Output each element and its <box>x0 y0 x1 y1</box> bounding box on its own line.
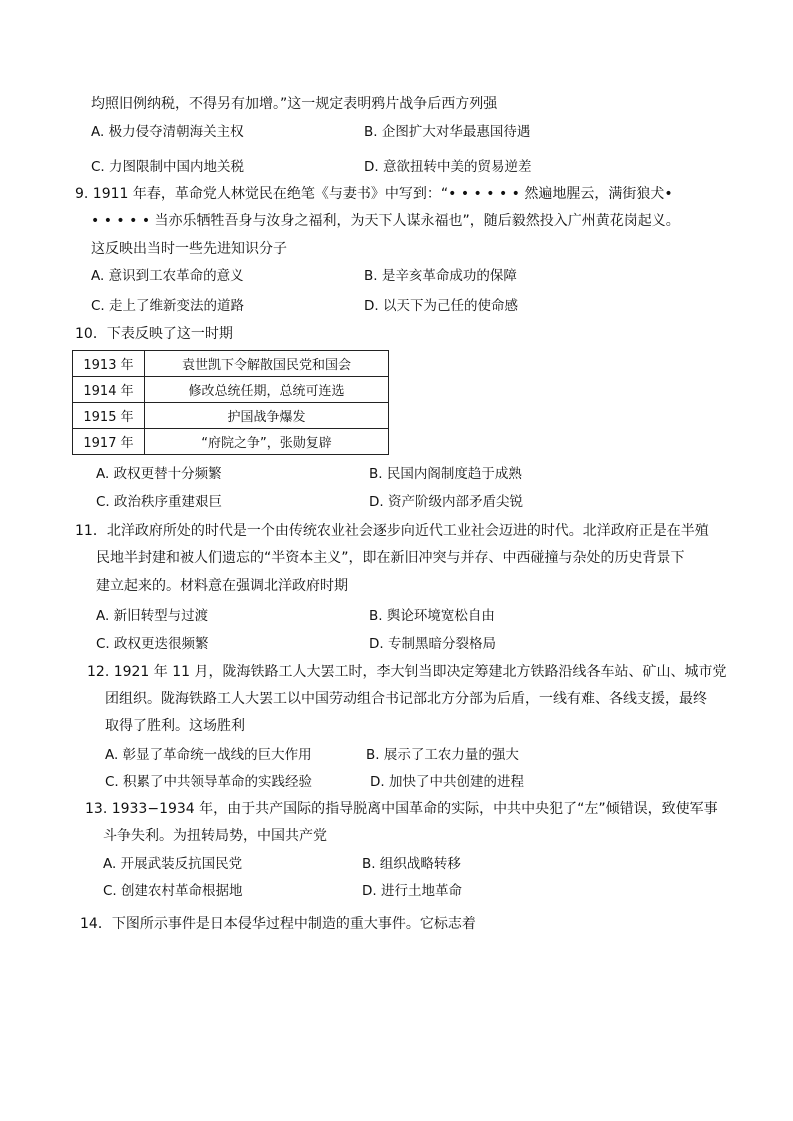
q12-option-c[interactable]: C. 积累了中共领导革命的实践经验 <box>105 774 313 790</box>
table-year-cell: 1914 年 <box>73 377 145 403</box>
q10-stem: 10．下表反映了这一时期 <box>75 326 233 342</box>
q11-stem-line-1: 11．北洋政府所处的时代是一个由传统农业社会逐步向近代工业社会迈进的时代。北洋政府正是在半殖 <box>75 523 709 539</box>
table-event-cell: 护国战争爆发 <box>145 403 389 429</box>
q9-stem-line-2: • • • • • 当亦乐牺牲吾身与汝身之福利，为天下人谋永福也”，随后毅然投入广州黄花岗起义。 <box>91 213 680 229</box>
q13-option-a[interactable]: A. 开展武装反抗国民党 <box>103 856 243 872</box>
table-row <box>73 377 389 403</box>
q12-stem-line-1: 12. 1921 年 11 月，陇海铁路工人大罢工时，李大钊当即决定筹建北方铁路沿线各车站、矿山、城市党 <box>87 664 727 680</box>
q12-option-b[interactable]: B. 展示了工农力量的强大 <box>366 747 519 763</box>
table-row <box>73 403 389 429</box>
q14-stem: 14．下图所示事件是日本侵华过程中制造的重大事件。它标志着 <box>80 916 476 932</box>
q8-option-a[interactable]: A. 极力侵夺清朝海关主权 <box>91 124 244 140</box>
table-year-cell: 1913 年 <box>73 351 145 377</box>
table-event-cell: 修改总统任期，总统可连选 <box>145 377 389 403</box>
q12-stem-line-2: 团组织。陇海铁路工人大罢工以中国劳动组合书记部北方分部为后盾，一线有难、各线支援，最终 <box>105 691 707 707</box>
q10-events-table <box>72 350 389 455</box>
q11-stem-line-2: 民地半封建和被人们遗忘的“半资本主义”，即在新旧冲突与并存、中西碰撞与杂处的历史背景下 <box>96 550 685 566</box>
q8-option-d[interactable]: D. 意欲扭转中美的贸易逆差 <box>364 159 532 175</box>
q11-option-b[interactable]: B. 舆论环境宽松自由 <box>369 608 495 624</box>
q9-stem-line-1: 9. 1911 年春，革命党人林觉民在绝笔《与妻书》中写到：“• • • • • • 然遍地腥云，满街狼犬• <box>75 186 673 202</box>
table-row <box>73 429 389 455</box>
table-event-cell: 袁世凯下令解散国民党和国会 <box>145 351 389 377</box>
q9-option-d[interactable]: D. 以天下为己任的使命感 <box>364 298 518 314</box>
q8-option-c[interactable]: C. 力图限制中国内地关税 <box>91 159 245 175</box>
q13-stem-line-1: 13. 1933−1934 年，由于共产国际的指导脱离中国革命的实际，中共中央犯了“左”倾错误，致使军事 <box>85 801 718 817</box>
q9-option-c[interactable]: C. 走上了维新变法的道路 <box>91 298 245 314</box>
q9-option-a[interactable]: A. 意识到工农革命的意义 <box>91 268 244 284</box>
q11-option-a[interactable]: A. 新旧转型与过渡 <box>96 608 209 624</box>
q11-option-d[interactable]: D. 专制黑暗分裂格局 <box>369 636 496 652</box>
q9-stem-line-3: 这反映出当时一些先进知识分子 <box>91 241 287 257</box>
table-row <box>73 351 389 377</box>
table-year-cell: 1915 年 <box>73 403 145 429</box>
q11-option-c[interactable]: C. 政权更迭很频繁 <box>96 636 209 652</box>
q10-option-c[interactable]: C. 政治秩序重建艰巨 <box>96 494 223 510</box>
q11-stem-line-3: 建立起来的。材料意在强调北洋政府时期 <box>96 578 348 594</box>
q12-stem-line-3: 取得了胜利。这场胜利 <box>105 718 245 734</box>
q13-option-d[interactable]: D. 进行土地革命 <box>362 883 462 899</box>
q12-option-d[interactable]: D. 加快了中共创建的进程 <box>370 774 524 790</box>
q10-option-a[interactable]: A. 政权更替十分频繁 <box>96 466 222 482</box>
q13-stem-line-2: 斗争失利。为扭转局势，中国共产党 <box>103 828 327 844</box>
q13-option-b[interactable]: B. 组织战略转移 <box>362 856 461 872</box>
q10-option-b[interactable]: B. 民国内阁制度趋于成熟 <box>369 466 522 482</box>
q9-option-b[interactable]: B. 是辛亥革命成功的保障 <box>364 268 517 284</box>
q10-option-d[interactable]: D. 资产阶级内部矛盾尖锐 <box>369 494 523 510</box>
q13-option-c[interactable]: C. 创建农村革命根据地 <box>103 883 243 899</box>
table-event-cell: “府院之争”，张勋复辟 <box>145 429 389 455</box>
q8-option-b[interactable]: B. 企图扩大对华最惠国待遇 <box>364 124 531 140</box>
table-year-cell: 1917 年 <box>73 429 145 455</box>
q8-stem-continuation: 均照旧例纳税，不得另有加增。”这一规定表明鸦片战争后西方列强 <box>91 96 498 112</box>
q12-option-a[interactable]: A. 彰显了革命统一战线的巨大作用 <box>105 747 312 763</box>
